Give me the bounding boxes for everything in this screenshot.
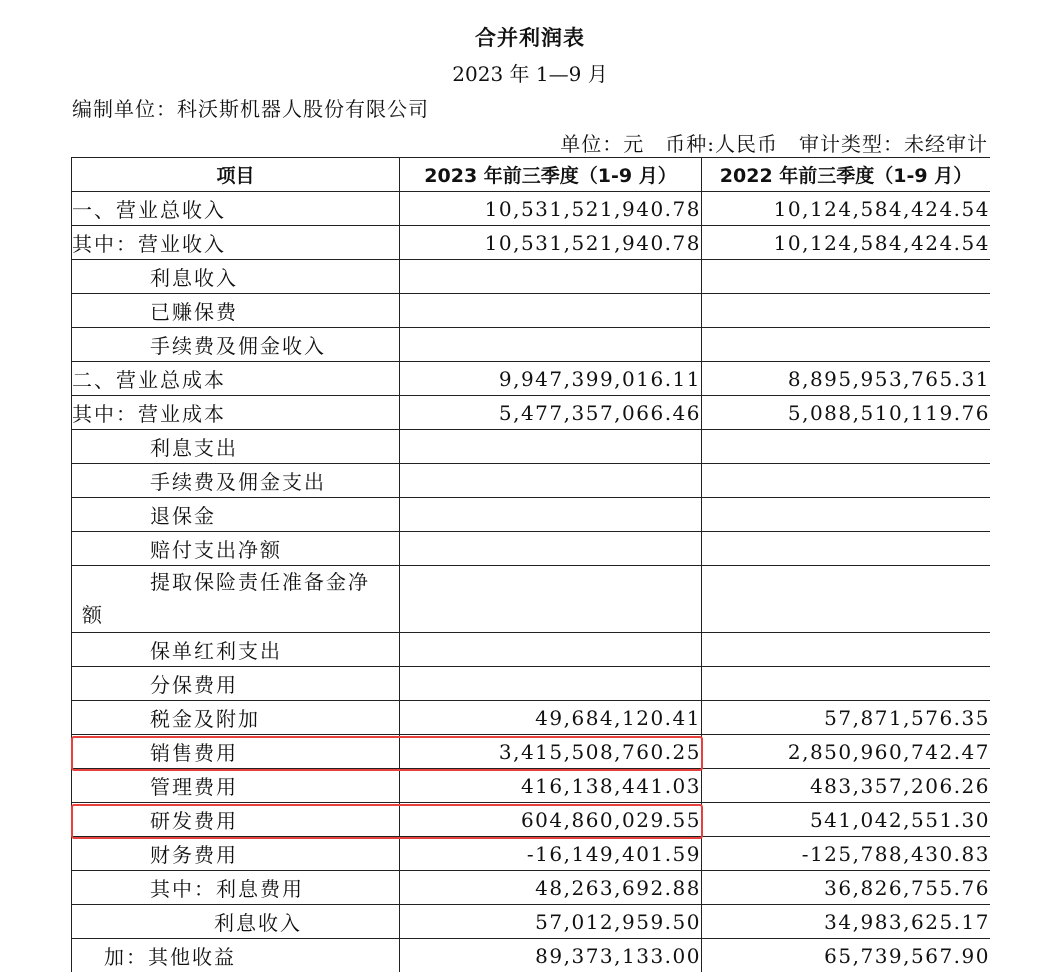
column-header-2022: 2022 年前三季度（1-9 月） (702, 158, 991, 192)
unit-currency-audit-line: 单位：元 币种:人民币 审计类型：未经审计 (560, 132, 988, 156)
table-row (72, 328, 991, 362)
row-label: 已赚保费 (72, 294, 400, 328)
value-2023 (400, 566, 702, 633)
value-2023: 5,477,357,066.46 (400, 396, 702, 430)
column-header-2023: 2023 年前三季度（1-9 月） (400, 158, 702, 192)
statement-period: 2023 年 1—9 月 (452, 62, 608, 86)
table-row (72, 837, 991, 871)
table-row (72, 667, 991, 701)
value-2023: 89,373,133.00 (400, 939, 702, 972)
value-2022: 57,871,576.35 (702, 701, 991, 735)
value-2023: 9,947,399,016.11 (400, 362, 702, 396)
value-2022 (702, 633, 991, 667)
income-statement-table (71, 157, 990, 972)
row-label: 税金及附加 (72, 701, 400, 735)
value-2022: 10,124,584,424.54 (702, 226, 991, 260)
row-label-line-2: 额 (82, 603, 104, 627)
row-label: 手续费及佣金支出 (72, 464, 400, 498)
value-2022: 36,826,755.76 (702, 871, 991, 905)
company-name: 编制单位：科沃斯机器人股份有限公司 (72, 97, 429, 121)
table-row (72, 769, 991, 803)
row-label: 利息支出 (72, 430, 400, 464)
value-2022 (702, 566, 991, 633)
value-2023 (400, 294, 702, 328)
value-2022: 541,042,551.30 (702, 803, 991, 837)
value-2022: 8,895,953,765.31 (702, 362, 991, 396)
row-label: 赔付支出净额 (72, 532, 400, 566)
table-row (72, 701, 991, 735)
row-label: 管理费用 (72, 769, 400, 803)
table-row (72, 498, 991, 532)
row-label: 二、营业总成本 (72, 362, 400, 396)
value-2022 (702, 498, 991, 532)
table-row (72, 464, 991, 498)
table-row (72, 532, 991, 566)
table-row (72, 566, 991, 633)
row-label: 利息收入 (72, 260, 400, 294)
row-label: 其中：营业收入 (72, 226, 400, 260)
value-2022 (702, 667, 991, 701)
value-2023 (400, 532, 702, 566)
value-2022 (702, 328, 991, 362)
table-row (72, 362, 991, 396)
table-row (72, 192, 991, 226)
value-2023 (400, 498, 702, 532)
table-row (72, 871, 991, 905)
value-2023 (400, 667, 702, 701)
value-2023: 604,860,029.55 (400, 803, 702, 837)
table-row (72, 939, 991, 972)
value-2023 (400, 260, 702, 294)
row-label: 销售费用 (72, 735, 400, 769)
value-2023: 10,531,521,940.78 (400, 226, 702, 260)
column-header-item: 项目 (72, 158, 400, 192)
value-2022: 483,357,206.26 (702, 769, 991, 803)
row-label: 分保费用 (72, 667, 400, 701)
value-2023 (400, 633, 702, 667)
value-2022 (702, 430, 991, 464)
table-row (72, 430, 991, 464)
value-2023: 3,415,508,760.25 (400, 735, 702, 769)
row-label: 研发费用 (72, 803, 400, 837)
value-2022 (702, 294, 991, 328)
row-label: 加：其他收益 (72, 939, 400, 972)
row-label: 其中：利息费用 (72, 871, 400, 905)
table-row (72, 260, 991, 294)
value-2022 (702, 260, 991, 294)
row-label: 手续费及佣金收入 (72, 328, 400, 362)
table-row (72, 226, 991, 260)
value-2023: -16,149,401.59 (400, 837, 702, 871)
value-2022: 65,739,567.90 (702, 939, 991, 972)
table-row (72, 905, 991, 939)
table-row (72, 735, 991, 769)
value-2022 (702, 464, 991, 498)
value-2023: 416,138,441.03 (400, 769, 702, 803)
value-2023: 10,531,521,940.78 (400, 192, 702, 226)
row-label: 其中：营业成本 (72, 396, 400, 430)
value-2023: 49,684,120.41 (400, 701, 702, 735)
row-label-line-1: 提取保险责任准备金净 (150, 570, 370, 594)
value-2022 (702, 532, 991, 566)
income-statement-sheet (71, 157, 990, 972)
table-row (72, 803, 991, 837)
row-label: 财务费用 (72, 837, 400, 871)
value-2022: 5,088,510,119.76 (702, 396, 991, 430)
table-header-row (72, 158, 991, 192)
table-row (72, 396, 991, 430)
table-row (72, 294, 991, 328)
value-2022: -125,788,430.83 (702, 837, 991, 871)
value-2023 (400, 430, 702, 464)
value-2022: 10,124,584,424.54 (702, 192, 991, 226)
row-label: 保单红利支出 (72, 633, 400, 667)
value-2023: 57,012,959.50 (400, 905, 702, 939)
row-label: 一、营业总收入 (72, 192, 400, 226)
table-row (72, 633, 991, 667)
row-label: 利息收入 (72, 905, 400, 939)
row-label: 退保金 (72, 498, 400, 532)
value-2023: 48,263,692.88 (400, 871, 702, 905)
value-2023 (400, 464, 702, 498)
value-2022: 34,983,625.17 (702, 905, 991, 939)
value-2023 (400, 328, 702, 362)
row-label-wrapped (72, 566, 400, 633)
value-2022: 2,850,960,742.47 (702, 735, 991, 769)
statement-title: 合并利润表 (475, 25, 585, 50)
